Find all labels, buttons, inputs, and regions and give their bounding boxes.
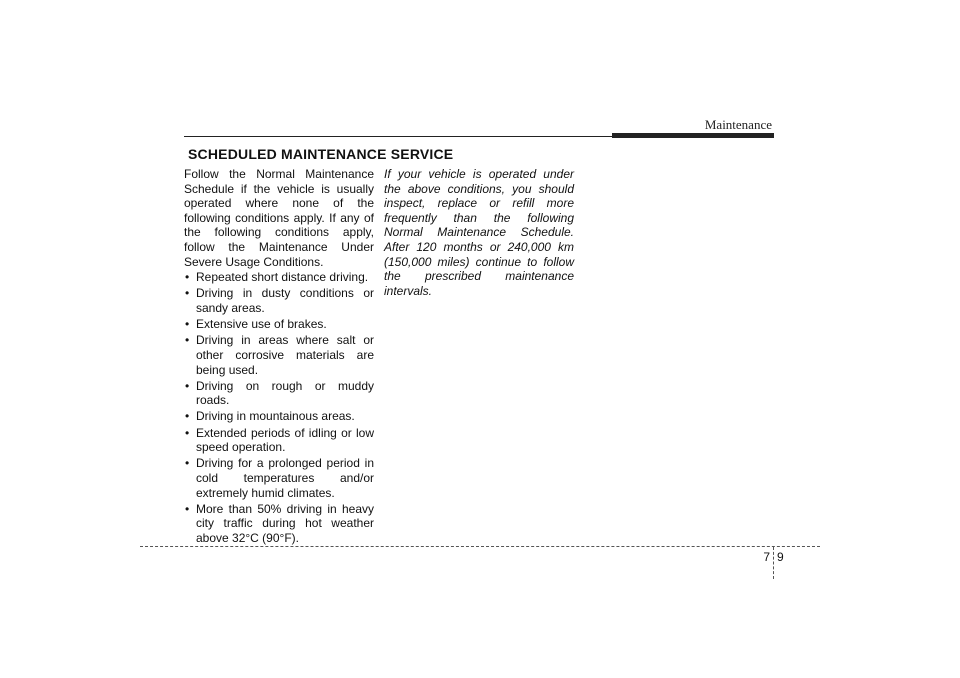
list-item-text: Extensive use of brakes. bbox=[196, 317, 327, 332]
bullet-icon: • bbox=[185, 270, 190, 285]
list-item-text: Driving for a prolonged period in cold temperatures and/or extremely humid climates. bbox=[196, 456, 374, 500]
footer-rule bbox=[140, 546, 820, 547]
header-rule bbox=[184, 136, 614, 137]
list-item bbox=[184, 317, 374, 332]
condition-list bbox=[184, 270, 374, 545]
list-item-text: Driving in dusty conditions or sandy areas. bbox=[196, 286, 374, 315]
section-title: SCHEDULED MAINTENANCE SERVICE bbox=[188, 146, 454, 162]
list-item-text: Driving in mountainous areas. bbox=[196, 409, 355, 424]
list-item bbox=[184, 502, 374, 546]
list-item bbox=[184, 270, 374, 285]
section-label: Maintenance bbox=[704, 117, 772, 132]
left-column bbox=[184, 167, 374, 547]
bullet-icon: • bbox=[185, 286, 190, 301]
chapter-number: 7 bbox=[763, 550, 770, 564]
header-rule-accent bbox=[612, 133, 774, 138]
list-item bbox=[184, 379, 374, 408]
bullet-icon: • bbox=[185, 409, 190, 424]
bullet-icon: • bbox=[185, 378, 190, 393]
list-item-text: Driving on rough or muddy roads. bbox=[196, 378, 374, 408]
list-item bbox=[184, 286, 374, 315]
list-item-text: Extended periods of idling or low speed operation. bbox=[196, 425, 374, 455]
bullet-icon: • bbox=[185, 456, 190, 471]
list-item bbox=[184, 333, 374, 377]
page-number-separator bbox=[773, 547, 774, 579]
list-item-text: Repeated short distance driving. bbox=[196, 270, 369, 285]
severe-usage-note: If your vehicle is operated under the above conditions, you should inspect, replace or refill more frequently than the following Normal Maintenance Schedule. After 120 months or 240,000 km (150,000 miles) continue to follow the prescribed maintenance intervals. bbox=[384, 167, 574, 298]
intro-paragraph: Follow the Normal Maintenance Schedule if the vehicle is usually operated where none of the following conditions apply. If any of the following conditions apply, follow the Maintenance Under Severe Usage Conditions. bbox=[184, 167, 374, 269]
page-number: 9 bbox=[777, 550, 784, 564]
bullet-icon: • bbox=[185, 425, 190, 440]
list-item-text: More than 50% driving in heavy city traffic during hot weather above 32°C (90°F). bbox=[196, 501, 374, 545]
bullet-icon: • bbox=[185, 317, 190, 332]
list-item-text: Driving in areas where salt or other corrosive materials are being used. bbox=[196, 333, 374, 377]
list-item bbox=[184, 456, 374, 500]
bullet-icon: • bbox=[185, 501, 190, 516]
list-item bbox=[184, 409, 374, 424]
bullet-icon: • bbox=[185, 333, 190, 348]
list-item bbox=[184, 426, 374, 455]
right-column bbox=[384, 167, 574, 298]
